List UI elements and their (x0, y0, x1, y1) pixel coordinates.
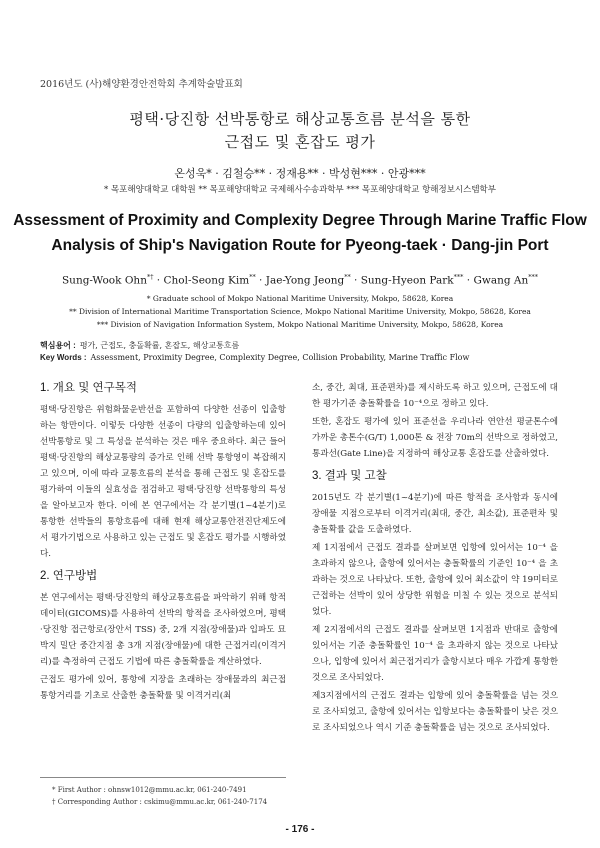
author-mark: *† (146, 273, 154, 281)
author-name: Jae-Yong Jeong (265, 274, 345, 287)
english-affiliation-3: *** Division of Navigation Information System, Mokpo National Maritime University, Mokpo, 58628, Korea (96, 320, 504, 329)
section-2-paragraph-4: 또한, 혼잡도 평가에 있어 표준선을 우리나라 연안선 평균톤수에 가까운 총톤수(G/T) 1,000톤 & 전장 70m의 선박으로 정하였고, 통과선(Gate Line)을 지정하여 해상교통 혼잡도를 산출하였다. (312, 417, 558, 459)
korean-keywords-text: 평가, 근접도, 충돌확률, 혼잡도, 해상교통흐름 (79, 341, 240, 350)
section-2-heading: 2. 연구방법 (40, 570, 98, 582)
author-mark: ** (249, 273, 256, 281)
section-3-paragraph-4: 제3지점에서의 근접도 결과는 입항에 있어 충돌확률을 넘는 것으로 조사되었고, 출항에 있어서는 입항보다는 충돌확률이 낮은 것으로 조사되었으나 역시 기준 충돌확률을 넘는 것으로 조사되었다. (312, 691, 558, 733)
english-authors: Sung-Wook Ohn*† · Chol-Seong Kim** · Jae-Yong Jeong** · Sung-Hyeon Park*** · Gwang An*** (61, 273, 538, 287)
keywords-block (40, 340, 560, 364)
page-number: - 176 - (285, 824, 315, 835)
author-mark: *** (528, 273, 538, 281)
english-keywords-label: Key Words : (40, 353, 87, 362)
left-column (40, 380, 286, 706)
author-name: Gwang An (473, 274, 529, 287)
korean-title-line2: 근접도 및 혼잡도 평가 (224, 133, 376, 151)
section-3-paragraph-1: 2015년도 각 분기별(1~4분기)에 따른 항적을 조사함과 동시에 장애물 지점으로부터 이격거리(최대, 중간, 최소값), 표준편차 및 충돌확률 값을 도출하였다. (312, 493, 558, 535)
korean-keywords-label: 핵심용어 : (40, 341, 76, 350)
footnote-corresponding-author: † Corresponding Author : cskimu@mmu.ac.kr, 061-240-7174 (52, 798, 268, 806)
author-name: Sung-Hyeon Park (360, 274, 454, 287)
right-column (312, 380, 558, 738)
author-name: Sung-Wook Ohn (61, 274, 147, 287)
korean-affiliations: * 목포해양대학교 대학원 ** 목포해양대학교 국제해사수송과학부 *** 목포해양대학교 항해정보시스템학부 (104, 185, 496, 195)
section-2-paragraph-1: 본 연구에서는 평택·당진항의 해상교통흐름을 파악하기 위해 항적데이터(GICOMS)를 사용하여 선박의 항적을 조사하였으며, 평택·당진항 접근항로(장안서 TSS) 중, 2개 지점(장애물)과 입파도 묘박지 밀단 중간지점 총 3개 지점(장애물)에 대한 근접거리(이격거리)를 측정하여 근접도 기법에 따른 충돌확률을 계산하였다. (40, 593, 286, 667)
english-title-line1: Assessment of Proximity and Complexity Degree Through Marine Traffic Flow (13, 212, 587, 229)
section-3-paragraph-3: 제 2지점에서의 근접도 결과를 살펴보면 1지점과 반대로 출항에 있어서는 기준 충돌확률인 10⁻⁴ 을 초과하지 않는 것으로 나타났으나, 입항에 있어서 최근접거리가 출항시보다 매우 가깝게 통항한 것으로 조사되었다. (312, 625, 558, 683)
english-affiliation-1: * Graduate school of Mokpo National Maritime University, Mokpo, 58628, Korea (146, 294, 454, 303)
english-keywords (40, 352, 560, 364)
korean-title-line1: 평택·당진항 선박통항로 해상교통흐름 분석을 통한 (129, 110, 471, 128)
author-mark: ** (344, 273, 351, 281)
korean-authors: 온성욱* · 김철승** · 정재용** · 박성현*** · 안광*** (174, 167, 426, 180)
footnote-divider (40, 777, 286, 778)
english-keywords-text: Assessment, Proximity Degree, Complexity Degree, Collision Probability, Marine Traffic Flow (90, 353, 470, 362)
conference-header: 2016년도 (사)해양환경안전학회 추계학술발표회 (40, 79, 243, 90)
author-mark: *** (453, 273, 464, 281)
section-2-paragraph-3: 소, 중간, 최대, 표준편차)를 제시하도록 하고 있으며, 근접도에 대한 평가기준 충돌확률을 10⁻⁴으로 정하고 있다. (312, 383, 558, 409)
section-1-paragraph: 평택·당진항은 위험화물운반선을 포함하여 다양한 선종이 입출항하는 항만이다. 이렇듯 다양한 선종이 다량의 입출항하는데 있어 선박통항로 및 그 특성을 분석하는 것은 매우 중요하다. 최근 들어 평택·당진항의 해상교통량의 증가로 인해 선박 통항영이 복잡해지고 있으며, 이에 따라 교통흐름의 분석을 통해 근접도 및 혼잡도를 평가하여 이들의 실효성을 점검하고 평택·당진항 선박통항의 특성을 알아보고자 한다. 이에 본 연구에서는 각 분기별(1~4분기)로 통항한 선박들의 통항흐름에 대해 현재 해상교통안전진단제도에서 평가기법으로 사용하고 있는 근접도 및 혼잡도 평가를 시행하였다. (40, 405, 286, 559)
english-affiliation-2: ** Division of International Maritime Transportation Science, Mokpo National Maritime University, Mokpo, 58628, Korea (69, 307, 531, 316)
section-1-heading: 1. 개요 및 연구목적 (40, 382, 137, 394)
english-title-line2: Analysis of Ship's Navigation Route for Pyeong-taek · Dang-jin Port (51, 237, 549, 254)
section-3-heading: 3. 결과 및 고찰 (312, 470, 387, 482)
section-3-paragraph-2: 제 1지점에서 근접도 결과를 살펴보면 입항에 있어서는 10⁻⁴ 을 초과하지 않으나, 출항에 있어서는 충돌확률의 기준인 10⁻⁴ 을 초과하는 것으로 나타났다. 또한, 출항에 있어 최소값이 약 19미터로 근접하는 선박이 있어 상당한 위험을 미칠 수 있는 것으로 분석되었다. (312, 543, 558, 617)
author-name: Chol-Seong Kim (163, 274, 250, 287)
korean-keywords (40, 340, 560, 352)
footnote-first-author: * First Author : ohnsw1012@mmu.ac.kr, 061-240-7491 (52, 786, 247, 794)
section-2-paragraph-2: 근접도 평가에 있어, 통항에 지장을 초래하는 장애물과의 최근접 통항거리를 기초로 산출한 충돌확률 및 이격거리(최 (40, 675, 286, 701)
